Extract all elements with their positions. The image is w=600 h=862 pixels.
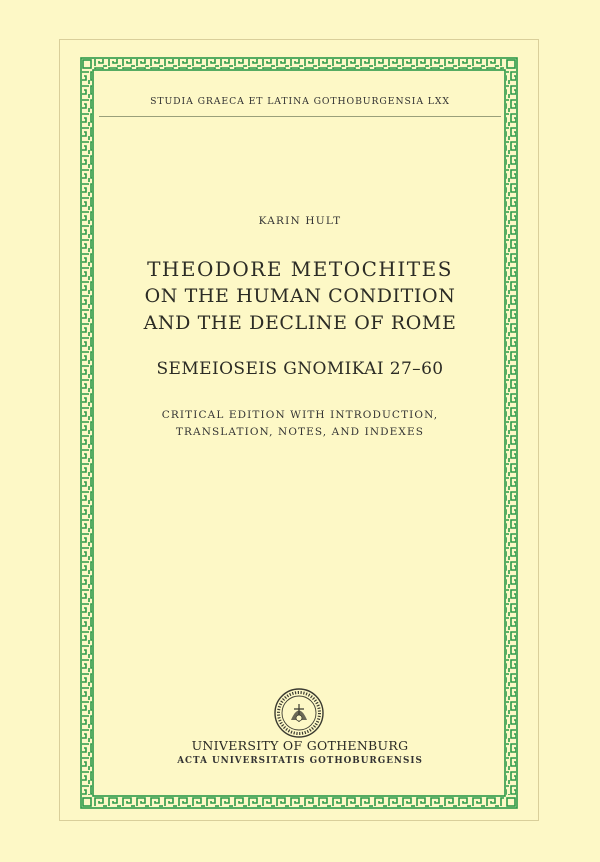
edition-description <box>0 407 600 441</box>
book-title <box>0 256 600 337</box>
series-title: STUDIA GRAECA ET LATINA GOTHOBURGENSIA LXX <box>150 96 450 107</box>
title-line-1: THEODORE METOCHITES <box>147 257 453 281</box>
author-name: KARIN HULT <box>258 215 342 227</box>
description-line-1: CRITICAL EDITION WITH INTRODUCTION, <box>161 409 439 421</box>
publisher-name: UNIVERSITY OF GOTHENBURG <box>191 738 409 753</box>
university-seal-icon <box>273 687 325 739</box>
book-subtitle: SEMEIOSEIS GNOMIKAI 27–60 <box>156 359 444 379</box>
title-line-3: AND THE DECLINE OF ROME <box>143 312 457 334</box>
description-line-2: TRANSLATION, NOTES, AND INDEXES <box>175 426 425 438</box>
header-rule <box>99 116 501 117</box>
imprint-name: ACTA UNIVERSITATIS GOTHOBURGENSIS <box>177 756 423 766</box>
title-line-2: ON THE HUMAN CONDITION <box>144 285 456 307</box>
